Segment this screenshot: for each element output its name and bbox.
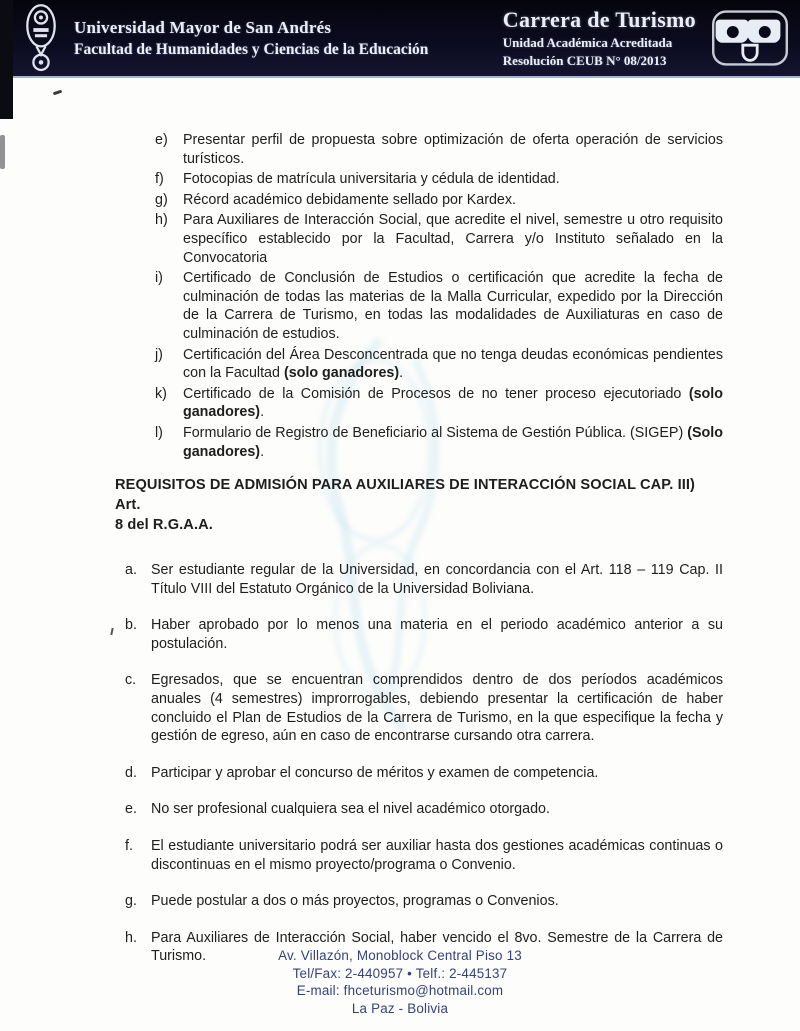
requirement-item xyxy=(155,269,723,343)
footer-contact xyxy=(0,947,800,1017)
letterhead-right xyxy=(503,7,790,69)
footer-phones: Tel/Fax: 2-440957 • Telf.: 2-445137 xyxy=(292,965,508,981)
requirement-item xyxy=(155,131,723,168)
admission-item xyxy=(125,561,723,598)
document-requirements-list xyxy=(155,131,723,461)
letterhead-left xyxy=(24,3,428,73)
item-letter: e) xyxy=(155,132,168,148)
item-text: Puede postular a dos o más proyectos, programas o Convenios. xyxy=(151,893,559,910)
scan-edge-artifact xyxy=(0,0,13,119)
item-letter: f) xyxy=(155,171,164,188)
item-text: El estudiante universitario podrá ser auxiliar hasta dos gestiones académicas continuas o discontinuas en el mismo proyecto/programa o Convenio. xyxy=(151,838,723,873)
item-letter: f. xyxy=(125,838,133,855)
theater-masks-icon xyxy=(710,8,790,68)
section-heading-line2: 8 del R.G.A.A. xyxy=(115,517,213,534)
item-text: Certificado de la Comisión de Procesos de no tener proceso ejecutoriado (solo ganadores). xyxy=(183,385,723,421)
requirement-item xyxy=(155,346,723,383)
admission-item xyxy=(125,892,723,911)
item-letter: c. xyxy=(125,672,137,689)
footer-city: La Paz - Bolivia xyxy=(351,1000,449,1016)
admission-item xyxy=(125,764,723,783)
admission-item xyxy=(125,671,723,745)
resolution-line: Resolución CEUB N° 08/2013 xyxy=(502,53,667,68)
scan-smudge-artifact xyxy=(53,90,62,96)
item-letter: g. xyxy=(125,893,137,910)
career-block xyxy=(503,7,696,69)
umsa-emblem-icon xyxy=(24,3,58,73)
document-body xyxy=(115,131,723,984)
item-text: Récord académico debidamente sellado por Kardex. xyxy=(183,191,516,208)
item-text: Haber aprobado por lo menos una materia en el periodo académico anterior a su postulación. xyxy=(151,617,723,652)
item-letter: k) xyxy=(155,385,167,402)
item-letter: l) xyxy=(155,424,163,441)
item-letter: d. xyxy=(125,764,137,781)
item-text: Para Auxiliares de Interacción Social, haber vencido el 8vo. Semestre de la Carrera de Turismo. xyxy=(151,929,723,965)
item-letter: j) xyxy=(155,346,163,363)
admission-requirements-list xyxy=(125,561,723,966)
accreditation-line: Unidad Académica Acreditada xyxy=(502,35,673,50)
scan-tick-artifact xyxy=(110,628,113,635)
item-text: Fotocopias de matrícula universitaria y cédula de identidad. xyxy=(183,171,560,188)
university-name: Universidad Mayor de San Andrés xyxy=(74,17,332,37)
faculty-name: Facultad de Humanidades y Ciencias de la Educación xyxy=(74,40,429,58)
item-text: Ser estudiante regular de la Universidad, en concordancia con el Art. 118 – 119 Cap. II Título VIII del Estatuto Orgánico de la Universidad Boliviana. xyxy=(151,562,723,597)
item-text: Participar y aprobar el concurso de méritos y examen de competencia. xyxy=(151,764,599,781)
item-text: Egresados, que se encuentran comprendidos dentro de dos períodos académicos anuales (4 semestres) improrrogables, debiendo presentar la certificación de haber concluido el Plan de Estudios de la Carrera de Turismo, en la que especifique la fecha y gestión de egreso, aún en caso de encontrarse cursando otra carrera. xyxy=(151,672,723,745)
item-letter: a. xyxy=(125,562,137,579)
scan-edge-artifact-small xyxy=(0,135,5,169)
admission-item xyxy=(125,837,723,874)
letterhead xyxy=(0,0,800,78)
section-heading-line1: REQUISITOS DE ADMISIÓN PARA AUXILIARES DE INTERACCIÓN SOCIAL CAP. III) Art. xyxy=(115,477,695,514)
item-letter: g) xyxy=(155,191,168,208)
requirement-item xyxy=(155,170,723,189)
requirement-item xyxy=(155,424,723,461)
requirement-item xyxy=(155,211,723,267)
footer-address: Av. Villazón, Monoblock Central Piso 13 xyxy=(278,948,522,963)
admission-item xyxy=(125,616,723,653)
career-title: Carrera de Turismo xyxy=(502,7,696,32)
footer-email: E-mail: fhceturismo@hotmail.com xyxy=(296,983,504,998)
item-text: No ser profesional cualquiera sea el nivel académico otorgado. xyxy=(151,801,550,818)
requirement-item xyxy=(155,385,723,422)
item-letter: h. xyxy=(125,929,137,946)
item-letter: b. xyxy=(125,617,137,634)
requirement-item xyxy=(155,191,723,210)
section-heading xyxy=(115,475,723,535)
item-text: Certificado de Conclusión de Estudios o certificación que acredite la fecha de culminación de todas las materias de la Malla Curricular, expedido por la Dirección de la Carrera de Turismo, en todas las modalidades de Auxiliaturas en caso de culminación de estudios. xyxy=(183,270,723,342)
institution-names xyxy=(74,18,428,59)
item-text: Para Auxiliares de Interacción Social, que acredite el nivel, semestre u otro requisito específico establecido por la Facultad, Carrera y/o Instituto señalado en la Convocatoria xyxy=(183,212,723,266)
item-letter: e. xyxy=(125,801,137,818)
item-text: Presentar perfil de propuesta sobre optimización de oferta operación de servicios turísticos. xyxy=(183,132,723,167)
item-text: Formulario de Registro de Beneficiario al Sistema de Gestión Pública. (SIGEP) (Solo ganadores). xyxy=(183,424,723,460)
item-letter: i) xyxy=(155,270,163,287)
item-text: Certificación del Área Desconcentrada que no tenga deudas económicas pendientes con la Facultad (solo ganadores). xyxy=(183,346,723,382)
admission-item xyxy=(125,800,723,819)
item-letter: h) xyxy=(155,212,168,229)
